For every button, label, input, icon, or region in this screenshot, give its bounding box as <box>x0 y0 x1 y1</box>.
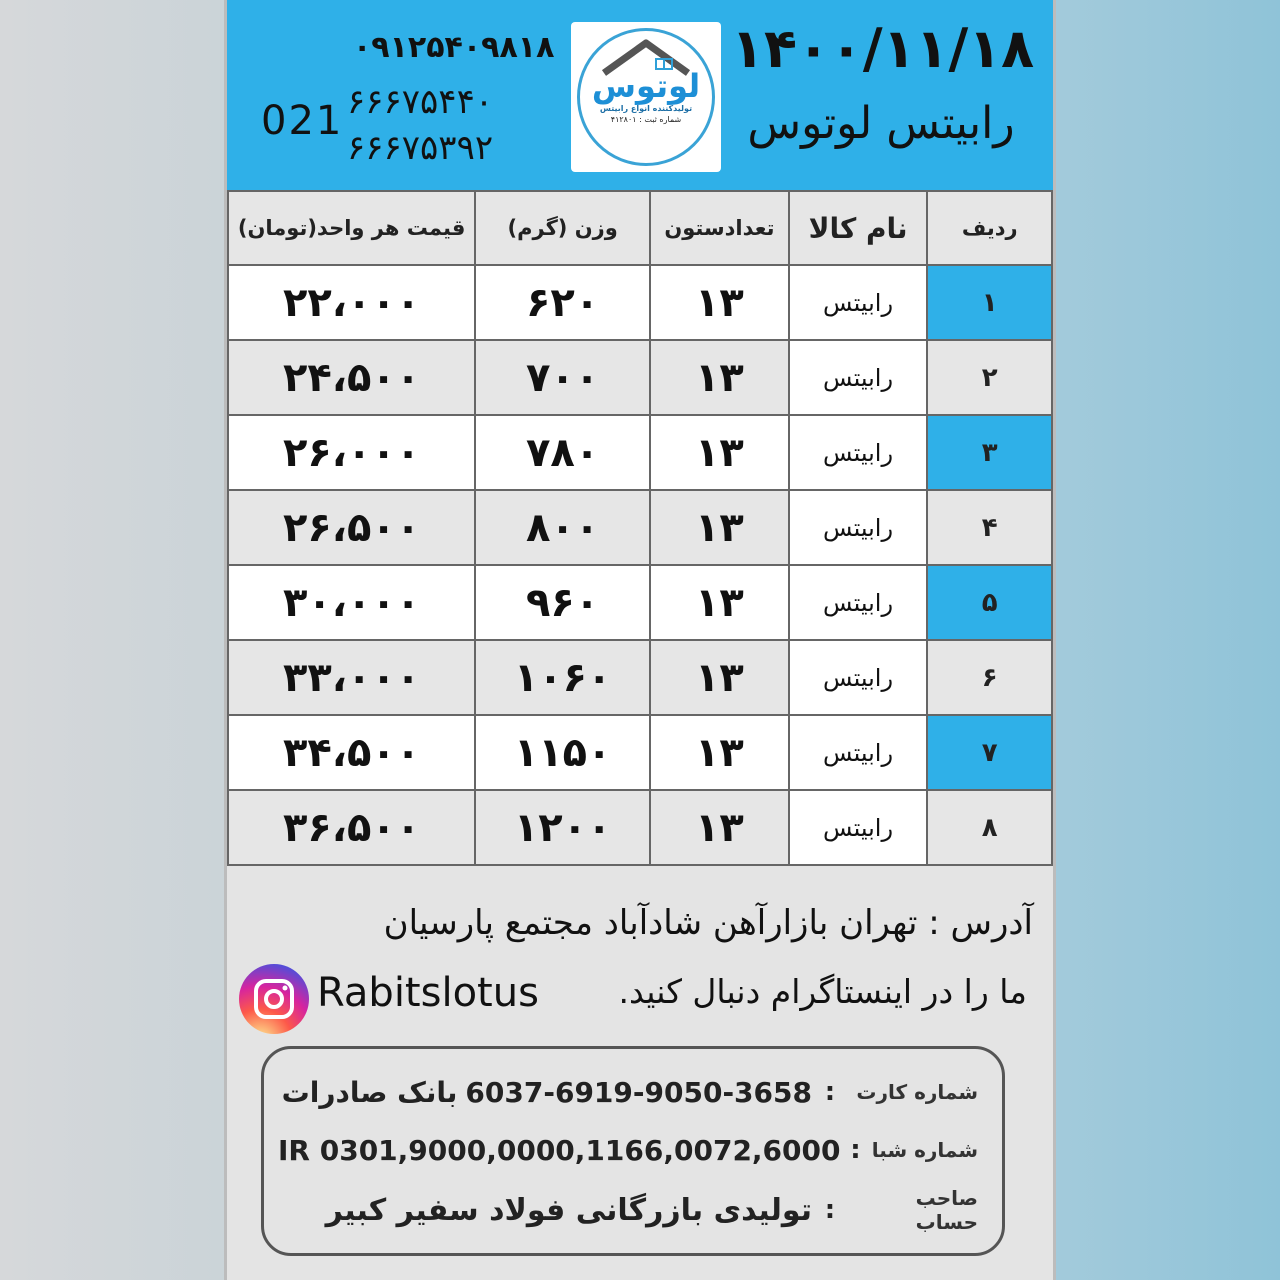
header-row-index: ردیف <box>927 191 1052 265</box>
table-row <box>228 340 1052 415</box>
row-weight: ۱۲۰۰ <box>475 790 650 865</box>
title-block <box>731 14 1035 164</box>
sheba-row <box>278 1125 978 1175</box>
logo <box>571 22 721 172</box>
row-price: ۳۶،۵۰۰ <box>228 790 475 865</box>
row-index: ۷ <box>927 715 1052 790</box>
row-product-name: رابیتس <box>789 490 928 565</box>
header-product-name: نام کالا <box>789 191 928 265</box>
sheba-number: IR 0301,9000,0000,1166,0072,6000 <box>278 1133 841 1167</box>
address: آدرس : تهران بازارآهن شادآباد مجتمع پارسیان <box>383 903 1033 943</box>
bank-info-box <box>261 1046 1005 1256</box>
instagram-handle[interactable]: Rabitslotus <box>317 970 539 1016</box>
row-index: ۸ <box>927 790 1052 865</box>
logo-ring <box>577 28 715 166</box>
row-columns: ۱۳ <box>650 265 789 340</box>
row-price: ۲۶،۰۰۰ <box>228 415 475 490</box>
table-row <box>228 490 1052 565</box>
table-row <box>228 640 1052 715</box>
card-number-row <box>278 1067 978 1117</box>
row-columns: ۱۳ <box>650 715 789 790</box>
row-product-name: رابیتس <box>789 265 928 340</box>
row-index: ۴ <box>927 490 1052 565</box>
row-price: ۲۲،۰۰۰ <box>228 265 475 340</box>
account-owner: تولیدی بازرگانی فولاد سفیر کبیر <box>325 1192 812 1228</box>
row-index: ۳ <box>927 415 1052 490</box>
row-weight: ۱۰۶۰ <box>475 640 650 715</box>
row-product-name: رابیتس <box>789 415 928 490</box>
price-list-card <box>224 0 1056 1280</box>
sheba-label: شماره شبا <box>871 1138 978 1162</box>
colon: : <box>824 1195 836 1225</box>
bank-name: بانک صادرات <box>281 1075 458 1109</box>
row-product-name: رابیتس <box>789 340 928 415</box>
header-banner <box>227 0 1053 190</box>
instagram-follow <box>237 964 1043 1036</box>
row-product-name: رابیتس <box>789 565 928 640</box>
instagram-glyph <box>252 977 296 1021</box>
row-price: ۲۴،۵۰۰ <box>228 340 475 415</box>
row-columns: ۱۳ <box>650 640 789 715</box>
phone-numbers <box>257 30 555 180</box>
row-columns: ۱۳ <box>650 790 789 865</box>
row-price: ۳۰،۰۰۰ <box>228 565 475 640</box>
row-weight: ۹۶۰ <box>475 565 650 640</box>
row-columns: ۱۳ <box>650 565 789 640</box>
row-price: ۳۳،۰۰۰ <box>228 640 475 715</box>
row-index: ۵ <box>927 565 1052 640</box>
landline-1: ۶۶۶۷۵۴۴۰ <box>347 82 494 122</box>
row-weight: ۱۱۵۰ <box>475 715 650 790</box>
table-row <box>228 565 1052 640</box>
header-weight: وزن (گرم) <box>475 191 650 265</box>
colon: : <box>824 1077 836 1107</box>
logo-tagline: تولیدکننده انواع رابیتس <box>599 104 693 113</box>
row-index: ۱ <box>927 265 1052 340</box>
row-columns: ۱۳ <box>650 415 789 490</box>
row-weight: ۶۲۰ <box>475 265 650 340</box>
card-label: شماره کارت <box>856 1080 978 1104</box>
table-row <box>228 415 1052 490</box>
row-weight: ۷۸۰ <box>475 415 650 490</box>
row-weight: ۷۰۰ <box>475 340 650 415</box>
colon: : <box>850 1135 861 1165</box>
row-product-name: رابیتس <box>789 640 928 715</box>
card-number: 6037-6919-9050-3658 <box>465 1075 812 1109</box>
instagram-icon[interactable] <box>239 964 309 1034</box>
table-row <box>228 265 1052 340</box>
row-index: ۲ <box>927 340 1052 415</box>
owner-label: صاحب حساب <box>915 1186 978 1234</box>
row-columns: ۱۳ <box>650 490 789 565</box>
logo-name: لوتوس <box>591 67 701 105</box>
header-price: قیمت هر واحد(تومان) <box>228 191 475 265</box>
mobile-number: ۰۹۱۲۵۴۰۹۸۱۸ <box>353 30 555 65</box>
table-row <box>228 715 1052 790</box>
follow-text: ما را در اینستاگرام دنبال کنید. <box>618 972 1027 1011</box>
row-index: ۶ <box>927 640 1052 715</box>
owner-row <box>278 1185 978 1235</box>
row-product-name: رابیتس <box>789 790 928 865</box>
table-header-row <box>228 191 1052 265</box>
row-columns: ۱۳ <box>650 340 789 415</box>
landline-2: ۶۶۶۷۵۳۹۲ <box>347 128 494 168</box>
header-columns: تعدادستون <box>650 191 789 265</box>
row-price: ۳۴،۵۰۰ <box>228 715 475 790</box>
row-price: ۲۶،۵۰۰ <box>228 490 475 565</box>
date: ۱۴۰۰/۱۱/۱۸ <box>731 17 1035 80</box>
area-code: 021 <box>261 98 344 144</box>
row-product-name: رابیتس <box>789 715 928 790</box>
table-row <box>228 790 1052 865</box>
logo-registration: شماره ثبت : ۴۱۲۸۰۱ <box>610 115 682 124</box>
brand-title: رابیتس لوتوس <box>747 98 1015 149</box>
price-table <box>227 190 1053 866</box>
row-weight: ۸۰۰ <box>475 490 650 565</box>
